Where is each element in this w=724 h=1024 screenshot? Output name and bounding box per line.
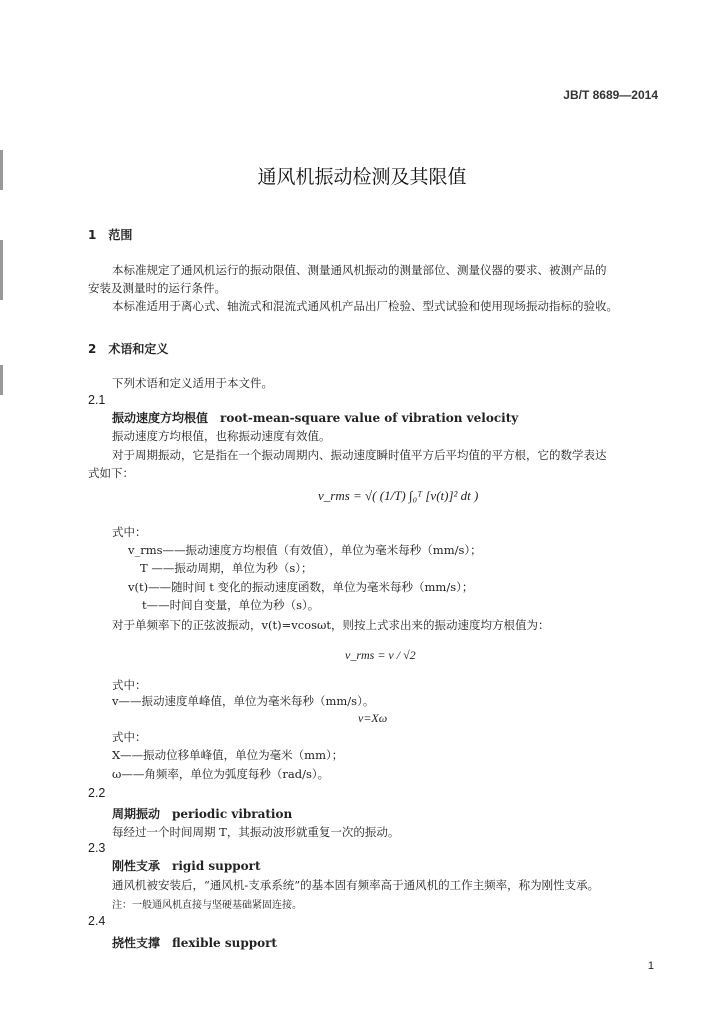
sec2-intro: 下列术语和定义适用于本文件。: [112, 376, 273, 390]
term-title: 挠性支撑 flexible support: [112, 936, 277, 950]
page-number: 1: [647, 960, 654, 972]
formula-velocity: v=Xω: [358, 711, 388, 725]
where-label: 式中：: [112, 730, 147, 744]
section-2-heading: 2 术语和定义: [88, 342, 169, 356]
formula-rms: v_rms = √( (1/T) ∫₀ᵀ [v(t)]² dt ): [318, 488, 479, 503]
standard-number: JB/T 8689—2014: [563, 88, 658, 102]
term-desc: 每经过一个时间周期 T，其振动波形就重复一次的振动。: [112, 825, 400, 839]
term-title: 周期振动 periodic vibration: [112, 807, 293, 821]
term-title: 刚性支承 rigid support: [112, 859, 261, 873]
term-title: 振动速度方均根值 root-mean-square value of vibration velocity: [112, 411, 519, 425]
term-note: 注：一般通风机直接与坚硬基础紧固连接。: [112, 900, 302, 911]
where-label: 式中：: [112, 678, 147, 692]
term-desc: 通风机被安装后，“通风机-支承系统”的基本固有频率高于通风机的工作主频率，称为刚性支承。: [112, 878, 600, 892]
variable-definition: ω——角频率，单位为弧度每秒（rad/s）。: [112, 767, 330, 781]
variable-definition: t——时间自变量，单位为秒（s）。: [142, 598, 320, 612]
scan-mark: [0, 365, 3, 395]
sec1-paragraph-1-cont: 安装及测量时的运行条件。: [88, 281, 226, 295]
term-desc-cont: 式如下：: [88, 466, 134, 480]
sine-description: 对于单频率下的正弦波振动，v(t)=vcosωt，则按上式求出来的振动速度均方根值为：: [112, 618, 550, 632]
section-1-heading: 1 范围: [88, 228, 133, 242]
sec1-paragraph-1: 本标准规定了通风机运行的振动限值、测量通风机振动的测量部位、测量仪器的要求、被测产品的: [112, 263, 607, 277]
formula-rms-sine: v_rms = v / √2: [345, 648, 416, 662]
term-alt: 振动速度方均根值，也称振动速度有效值。: [112, 429, 331, 443]
term-desc: 对于周期振动，它是指在一个振动周期内、振动速度瞬时值平方后平均值的平方根，它的数学表达: [112, 448, 607, 462]
variable-definition: v(t)——随时间 t 变化的振动速度函数，单位为毫米每秒（mm/s）；: [128, 580, 474, 594]
term-number: 2.1: [88, 393, 106, 407]
document-title: 通风机振动检测及其限值: [257, 166, 467, 188]
variable-definition: T ——振动周期，单位为秒（s）；: [140, 561, 313, 575]
scan-mark: [0, 240, 3, 300]
variable-definition: v_rms——振动速度方均根值（有效值），单位为毫米每秒（mm/s）；: [128, 543, 482, 557]
variable-definition: X——振动位移单峰值，单位为毫米（mm）；: [112, 748, 344, 762]
term-number: 2.3: [88, 841, 106, 855]
sec1-paragraph-2: 本标准适用于离心式、轴流式和混流式通风机产品出厂检验、型式试验和使用现场振动指标的验收。: [112, 299, 618, 313]
term-number: 2.2: [88, 786, 106, 800]
term-number: 2.4: [88, 914, 106, 928]
where-label: 式中：: [112, 525, 147, 539]
variable-definition: v——振动速度单峰值，单位为毫米每秒（mm/s）。: [112, 694, 375, 708]
